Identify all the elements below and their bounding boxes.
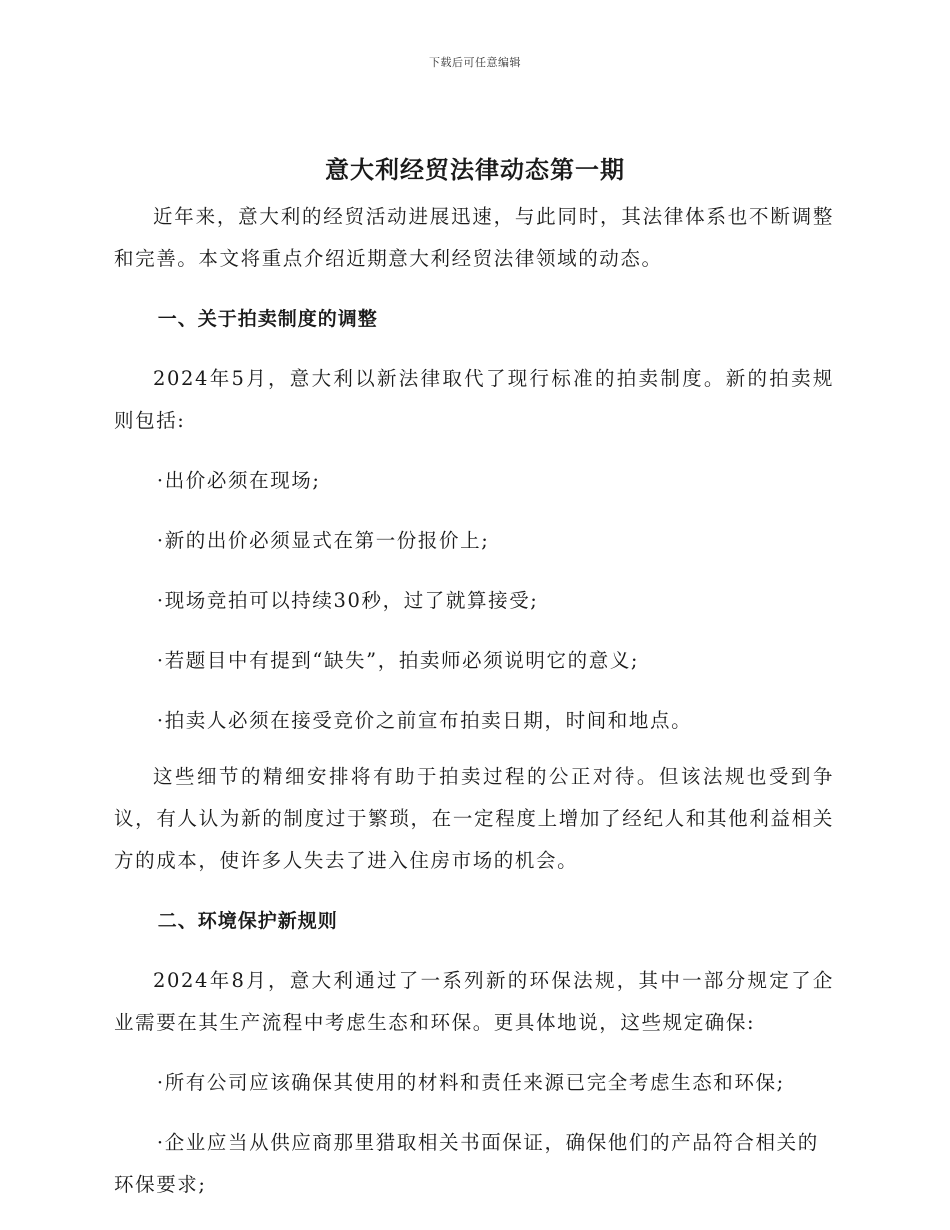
auction-lead-paragraph: 2024年5月，意大利以新法律取代了现行标准的拍卖制度。新的拍卖规则包括: bbox=[114, 367, 834, 432]
list-item: ·企业应当从供应商那里猎取相关书面保证，确保他们的产品符合相关的环保要求; bbox=[114, 1131, 819, 1196]
header-note: 下载后可任意编辑 bbox=[429, 56, 521, 69]
document-body bbox=[114, 196, 834, 1224]
list-item: ·出价必须在现场; bbox=[156, 469, 321, 492]
section-heading-environment: 二、环境保护新规则 bbox=[157, 910, 338, 932]
intro-paragraph: 近年来，意大利的经贸活动进展迅速，与此同时，其法律体系也不断调整和完善。本文将重点介绍近期意大利经贸法律领域的动态。 bbox=[114, 205, 834, 270]
list-item: ·所有公司应该确保其使用的材料和责任来源已完全考虑生态和环保; bbox=[156, 1071, 785, 1094]
list-item: ·若题目中有提到“缺失”，拍卖师必须说明它的意义; bbox=[156, 649, 640, 672]
environment-lead-paragraph: 2024年8月，意大利通过了一系列新的环保法规，其中一部分规定了企业需要在其生产流程中考虑生态和环保。更具体地说，这些规定确保: bbox=[114, 969, 834, 1034]
auction-closing-paragraph: 这些细节的精细安排将有助于拍卖过程的公正对待。但该法规也受到争议，有人认为新的制度过于繁琐，在一定程度上增加了经纪人和其他利益相关方的成本，使许多人失去了进入住房市场的机会。 bbox=[114, 765, 834, 872]
section-heading-auction: 一、关于拍卖制度的调整 bbox=[157, 308, 378, 330]
list-item: ·新的出价必须显式在第一份报价上; bbox=[156, 529, 490, 552]
list-item: ·拍卖人必须在接受竞价之前宣布拍卖日期，时间和地点。 bbox=[156, 709, 693, 732]
list-item: ·现场竞拍可以持续30秒，过了就算接受; bbox=[156, 589, 539, 612]
document-title: 意大利经贸法律动态第一期 bbox=[325, 156, 625, 184]
